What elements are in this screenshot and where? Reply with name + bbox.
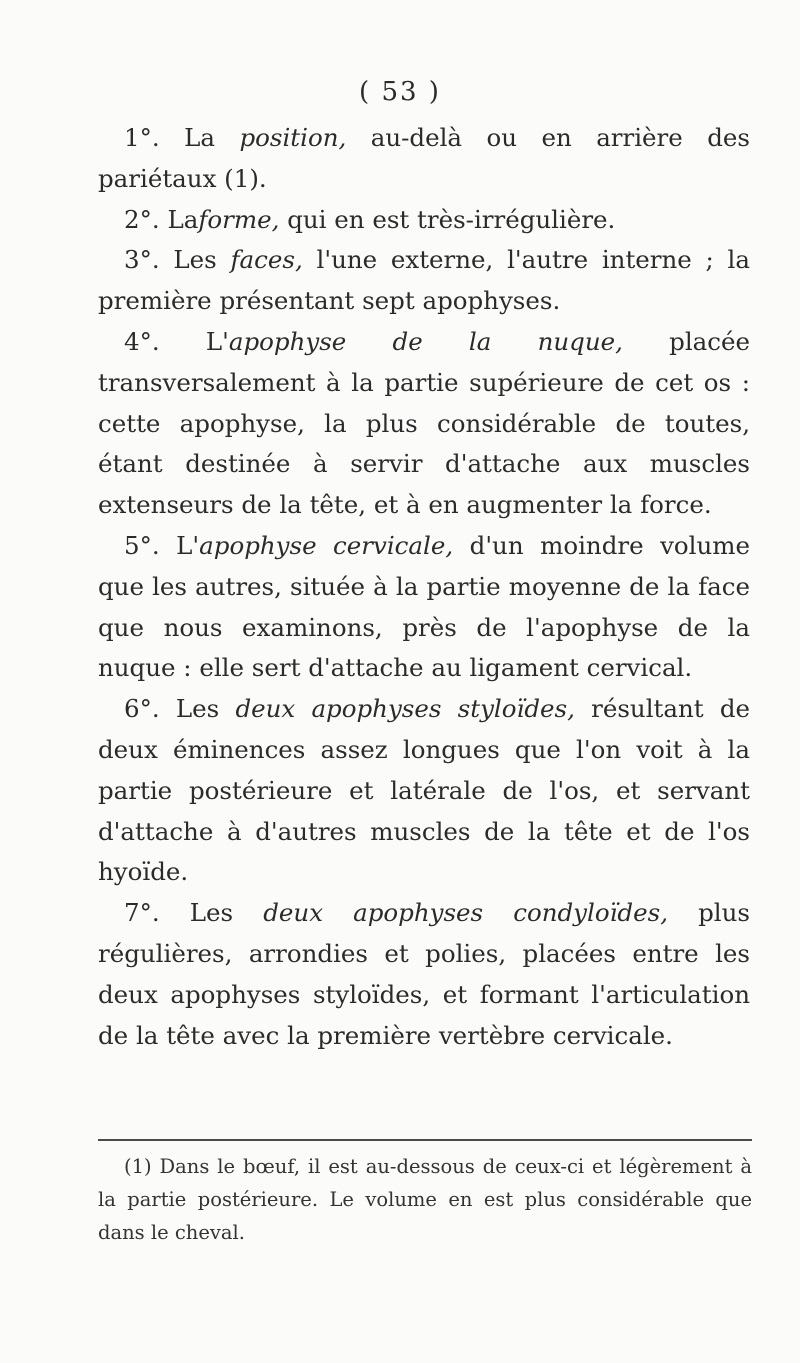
item-number: 1°. bbox=[124, 123, 160, 152]
item-number: 2°. bbox=[124, 204, 160, 234]
item-number: 6°. bbox=[124, 694, 160, 724]
item-text: placée transversalement à la partie supérieure de cet os : cette apophyse, la plus considérable de toutes, étant destinée à servir d'attache aux muscles extenseurs de la tête, et à en augmenter la force. bbox=[98, 326, 750, 520]
paragraph-4 bbox=[98, 322, 750, 526]
item-lead: L' bbox=[205, 326, 229, 356]
item-term: apophyse cervicale bbox=[199, 530, 446, 560]
paragraph-5 bbox=[98, 526, 750, 689]
item-lead: L' bbox=[176, 530, 200, 560]
item-punct: , bbox=[660, 898, 668, 928]
item-text: au-delà ou en arrière des pariétaux (1). bbox=[98, 123, 750, 193]
item-number: 5°. bbox=[124, 530, 160, 560]
body-text bbox=[98, 118, 750, 1056]
item-number: 4°. bbox=[124, 326, 160, 356]
item-punct: , bbox=[445, 530, 454, 560]
item-lead: La bbox=[184, 123, 215, 152]
item-text: d'un moindre volume que les autres, située à la partie moyenne de la face que nous examinons, près de l'apophyse de la nuque : elle sert d'attache au ligament cervical. bbox=[98, 530, 751, 683]
item-term: apophyse de la nuque bbox=[228, 326, 616, 356]
item-number: 3°. bbox=[124, 245, 160, 275]
item-text: résultant de deux éminences assez longues que l'on voit à la partie postérieure et latérale de l'os, et servant d'attache à d'autres muscles de la tête et de l'os hyoïde. bbox=[98, 694, 751, 887]
footnote-divider bbox=[98, 1139, 752, 1141]
item-term: deux apophyses condyloïdes bbox=[263, 898, 661, 928]
item-text: l'une externe, l'autre interne ; la première présentant sept apophyses. bbox=[98, 245, 750, 316]
item-term: forme bbox=[198, 204, 272, 234]
paragraph-7 bbox=[98, 893, 750, 1056]
paragraph-3 bbox=[98, 240, 750, 322]
item-term: position bbox=[239, 123, 339, 152]
item-punct: , bbox=[294, 245, 303, 275]
item-number: 7°. bbox=[124, 898, 160, 928]
paragraph-6 bbox=[98, 689, 750, 893]
item-term: faces bbox=[230, 245, 295, 275]
item-text: qui en est très-irrégulière. bbox=[287, 204, 616, 234]
item-lead: Les bbox=[175, 694, 220, 724]
item-punct: , bbox=[615, 326, 623, 356]
item-text: plus régulières, arrondies et polies, placées entre les deux apophyses styloïdes, et formant l'articulation de la tête avec la première vertèbre cervicale. bbox=[98, 898, 750, 1050]
item-term: deux apophyses styloïdes bbox=[235, 694, 568, 724]
item-punct: , bbox=[567, 694, 575, 724]
item-lead: Les bbox=[173, 245, 217, 275]
paragraph-1 bbox=[98, 118, 750, 200]
paragraph-2 bbox=[98, 200, 750, 241]
footnote: (1) Dans le bœuf, il est au-dessous de ceux-ci et légèrement à la partie postérieure. Le volume en est plus considérable que dans le cheval. bbox=[98, 1155, 752, 1244]
item-punct: , bbox=[338, 123, 347, 152]
item-lead: La bbox=[167, 204, 199, 234]
item-punct: , bbox=[271, 204, 280, 234]
page-number: ( 53 ) bbox=[359, 77, 441, 107]
item-lead: Les bbox=[189, 898, 234, 928]
